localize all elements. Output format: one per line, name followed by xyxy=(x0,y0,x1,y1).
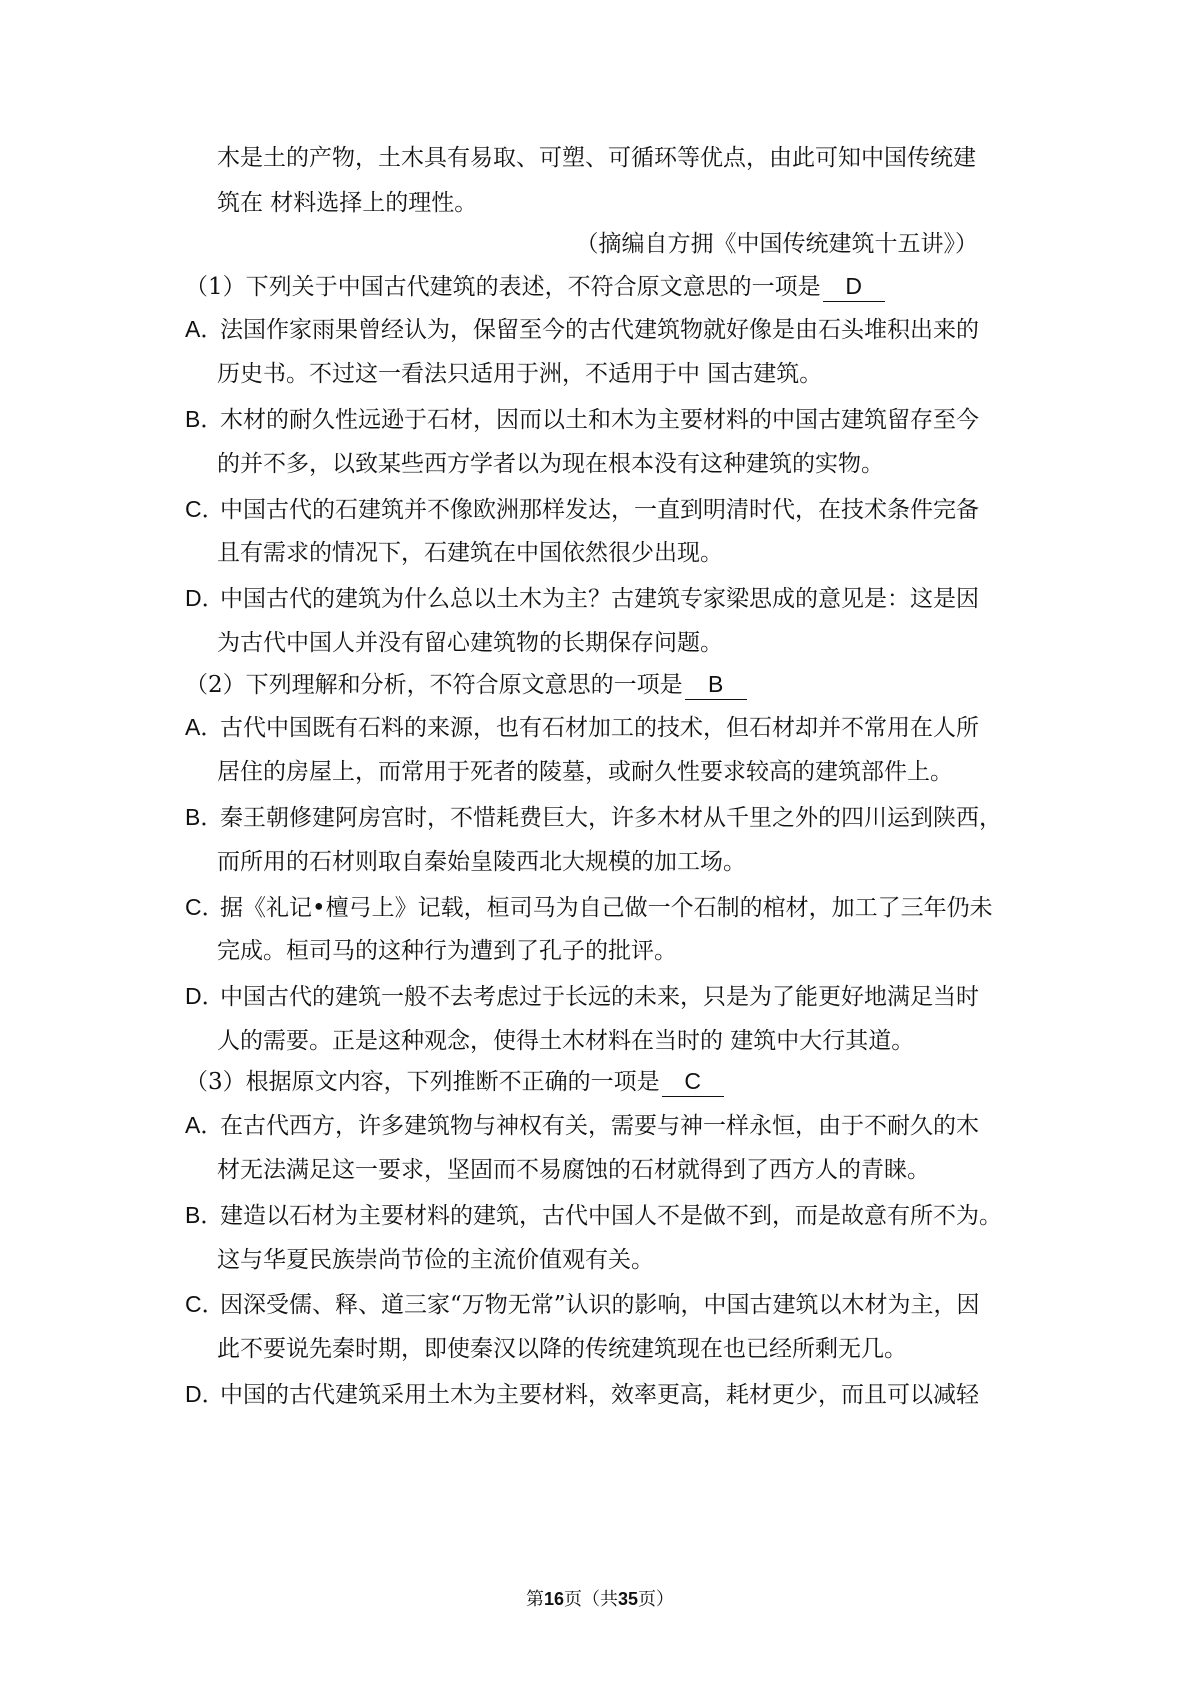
footer-prefix: 第 xyxy=(525,1589,544,1610)
question-stem xyxy=(185,271,885,302)
question-text: （3）根据原文内容，下列推断不正确的一项是 xyxy=(185,1069,660,1095)
answer-blank: C xyxy=(662,1066,724,1097)
option-letter: D． xyxy=(185,585,225,611)
option-text: 法国作家雨果曾经认为，保留至今的古代建筑物就好像是由石头堆积出来的 xyxy=(220,317,979,343)
option-text: 古代中国既有石料的来源，也有石材加工的技术，但石材却并不常用在人所 xyxy=(220,715,979,741)
option-continuation: 为古代中国人并没有留心建筑物的长期保存问题。 xyxy=(217,630,723,656)
option-letter: C． xyxy=(185,1291,225,1317)
option-letter: B． xyxy=(185,406,224,432)
option-line xyxy=(185,494,979,525)
option-line xyxy=(185,583,979,614)
option-continuation: 历史书。不过这一看法只适用于洲，不适用于中 国古建筑。 xyxy=(217,361,823,387)
option-line xyxy=(185,314,979,345)
option-continuation: 材无法满足这一要求，坚固而不易腐蚀的石材就得到了西方人的青睐。 xyxy=(217,1157,930,1183)
option-continuation: 居住的房屋上，而常用于死者的陵墓，或耐久性要求较高的建筑部件上。 xyxy=(217,759,953,785)
total-pages: 35 xyxy=(618,1589,639,1609)
footer-suffix: 页） xyxy=(638,1589,675,1610)
option-text: 中国古代的石建筑并不像欧洲那样发达，一直到明清时代，在技术条件完备 xyxy=(220,497,979,523)
option-text: 中国的古代建筑采用土木为主要材料，效率更高，耗材更少，而且可以减轻 xyxy=(220,1382,979,1408)
option-letter: A． xyxy=(185,316,224,342)
option-text: 据《礼记•檀弓上》记载，桓司马为自己做一个石制的棺材，加工了三年仍未 xyxy=(220,895,993,921)
option-letter: A． xyxy=(185,1112,224,1138)
question-text: （1）下列关于中国古代建筑的表述，不符合原文意思的一项是 xyxy=(185,274,821,300)
option-text: 建造以石材为主要材料的建筑，古代中国人不是做不到，而是故意有所不为。 xyxy=(220,1203,1002,1229)
answer-blank: B xyxy=(685,669,747,700)
option-text: 木材的耐久性远逊于石材，因而以土和木为主要材料的中国古建筑留存至今 xyxy=(220,407,979,433)
question-stem xyxy=(185,669,747,700)
option-continuation: 完成。桓司马的这种行为遭到了孔子的批评。 xyxy=(217,938,677,964)
option-text: 因深受儒、释、道三家“万物无常”认识的影响，中国古建筑以木材为主，因 xyxy=(220,1292,980,1318)
footer-middle: 页（共 xyxy=(564,1589,618,1610)
option-continuation: 人的需要。正是这种观念，使得土木材料在当时的 建筑中大行其道。 xyxy=(217,1028,915,1054)
option-line xyxy=(185,1110,979,1141)
option-text: 在古代西方，许多建筑物与神权有关，需要与神一样永恒，由于不耐久的木 xyxy=(220,1113,979,1139)
passage-line: 筑在 材料选择上的理性。 xyxy=(217,190,478,216)
option-continuation: 且有需求的情况下，石建筑在中国依然很少出现。 xyxy=(217,540,723,566)
page-number: 16 xyxy=(543,1589,564,1609)
option-line xyxy=(185,712,979,743)
option-continuation: 而所用的石材则取自秦始皇陵西北大规模的加工场。 xyxy=(217,849,746,875)
option-continuation: 这与华夏民族崇尚节俭的主流价值观有关。 xyxy=(217,1247,654,1273)
option-letter: D． xyxy=(185,1381,225,1407)
option-line xyxy=(185,404,979,435)
option-line xyxy=(185,1379,979,1410)
option-letter: B． xyxy=(185,1202,224,1228)
option-text: 秦王朝修建阿房宫时，不惜耗费巨大，许多木材从千里之外的四川运到陕西， xyxy=(220,805,1002,831)
option-letter: D． xyxy=(185,983,225,1009)
question-text: （2）下列理解和分析，不符合原文意思的一项是 xyxy=(185,672,683,698)
option-letter: C． xyxy=(185,496,225,522)
passage-line: 木是土的产物，土木具有易取、可塑、可循环等优点，由此可知中国传统建 xyxy=(217,145,976,171)
option-letter: A． xyxy=(185,714,224,740)
source-citation: （摘编自方拥《中国传统建筑十五讲》） xyxy=(575,231,978,257)
page-footer xyxy=(0,1587,1200,1612)
option-line xyxy=(185,802,1002,833)
option-letter: B． xyxy=(185,804,224,830)
answer-blank: D xyxy=(823,271,885,302)
option-line xyxy=(185,1200,1002,1231)
option-continuation: 此不要说先秦时期，即使秦汉以降的传统建筑现在也已经所剩无几。 xyxy=(217,1336,907,1362)
option-letter: C． xyxy=(185,894,225,920)
option-line xyxy=(185,892,993,923)
question-stem xyxy=(185,1066,724,1097)
option-line xyxy=(185,1289,980,1320)
option-line xyxy=(185,981,979,1012)
option-text: 中国古代的建筑一般不去考虑过于长远的未来，只是为了能更好地满足当时 xyxy=(220,984,979,1010)
option-continuation: 的并不多，以致某些西方学者以为现在根本没有这种建筑的实物。 xyxy=(217,451,884,477)
option-text: 中国古代的建筑为什么总以土木为主？古建筑专家梁思成的意见是：这是因 xyxy=(220,586,979,612)
